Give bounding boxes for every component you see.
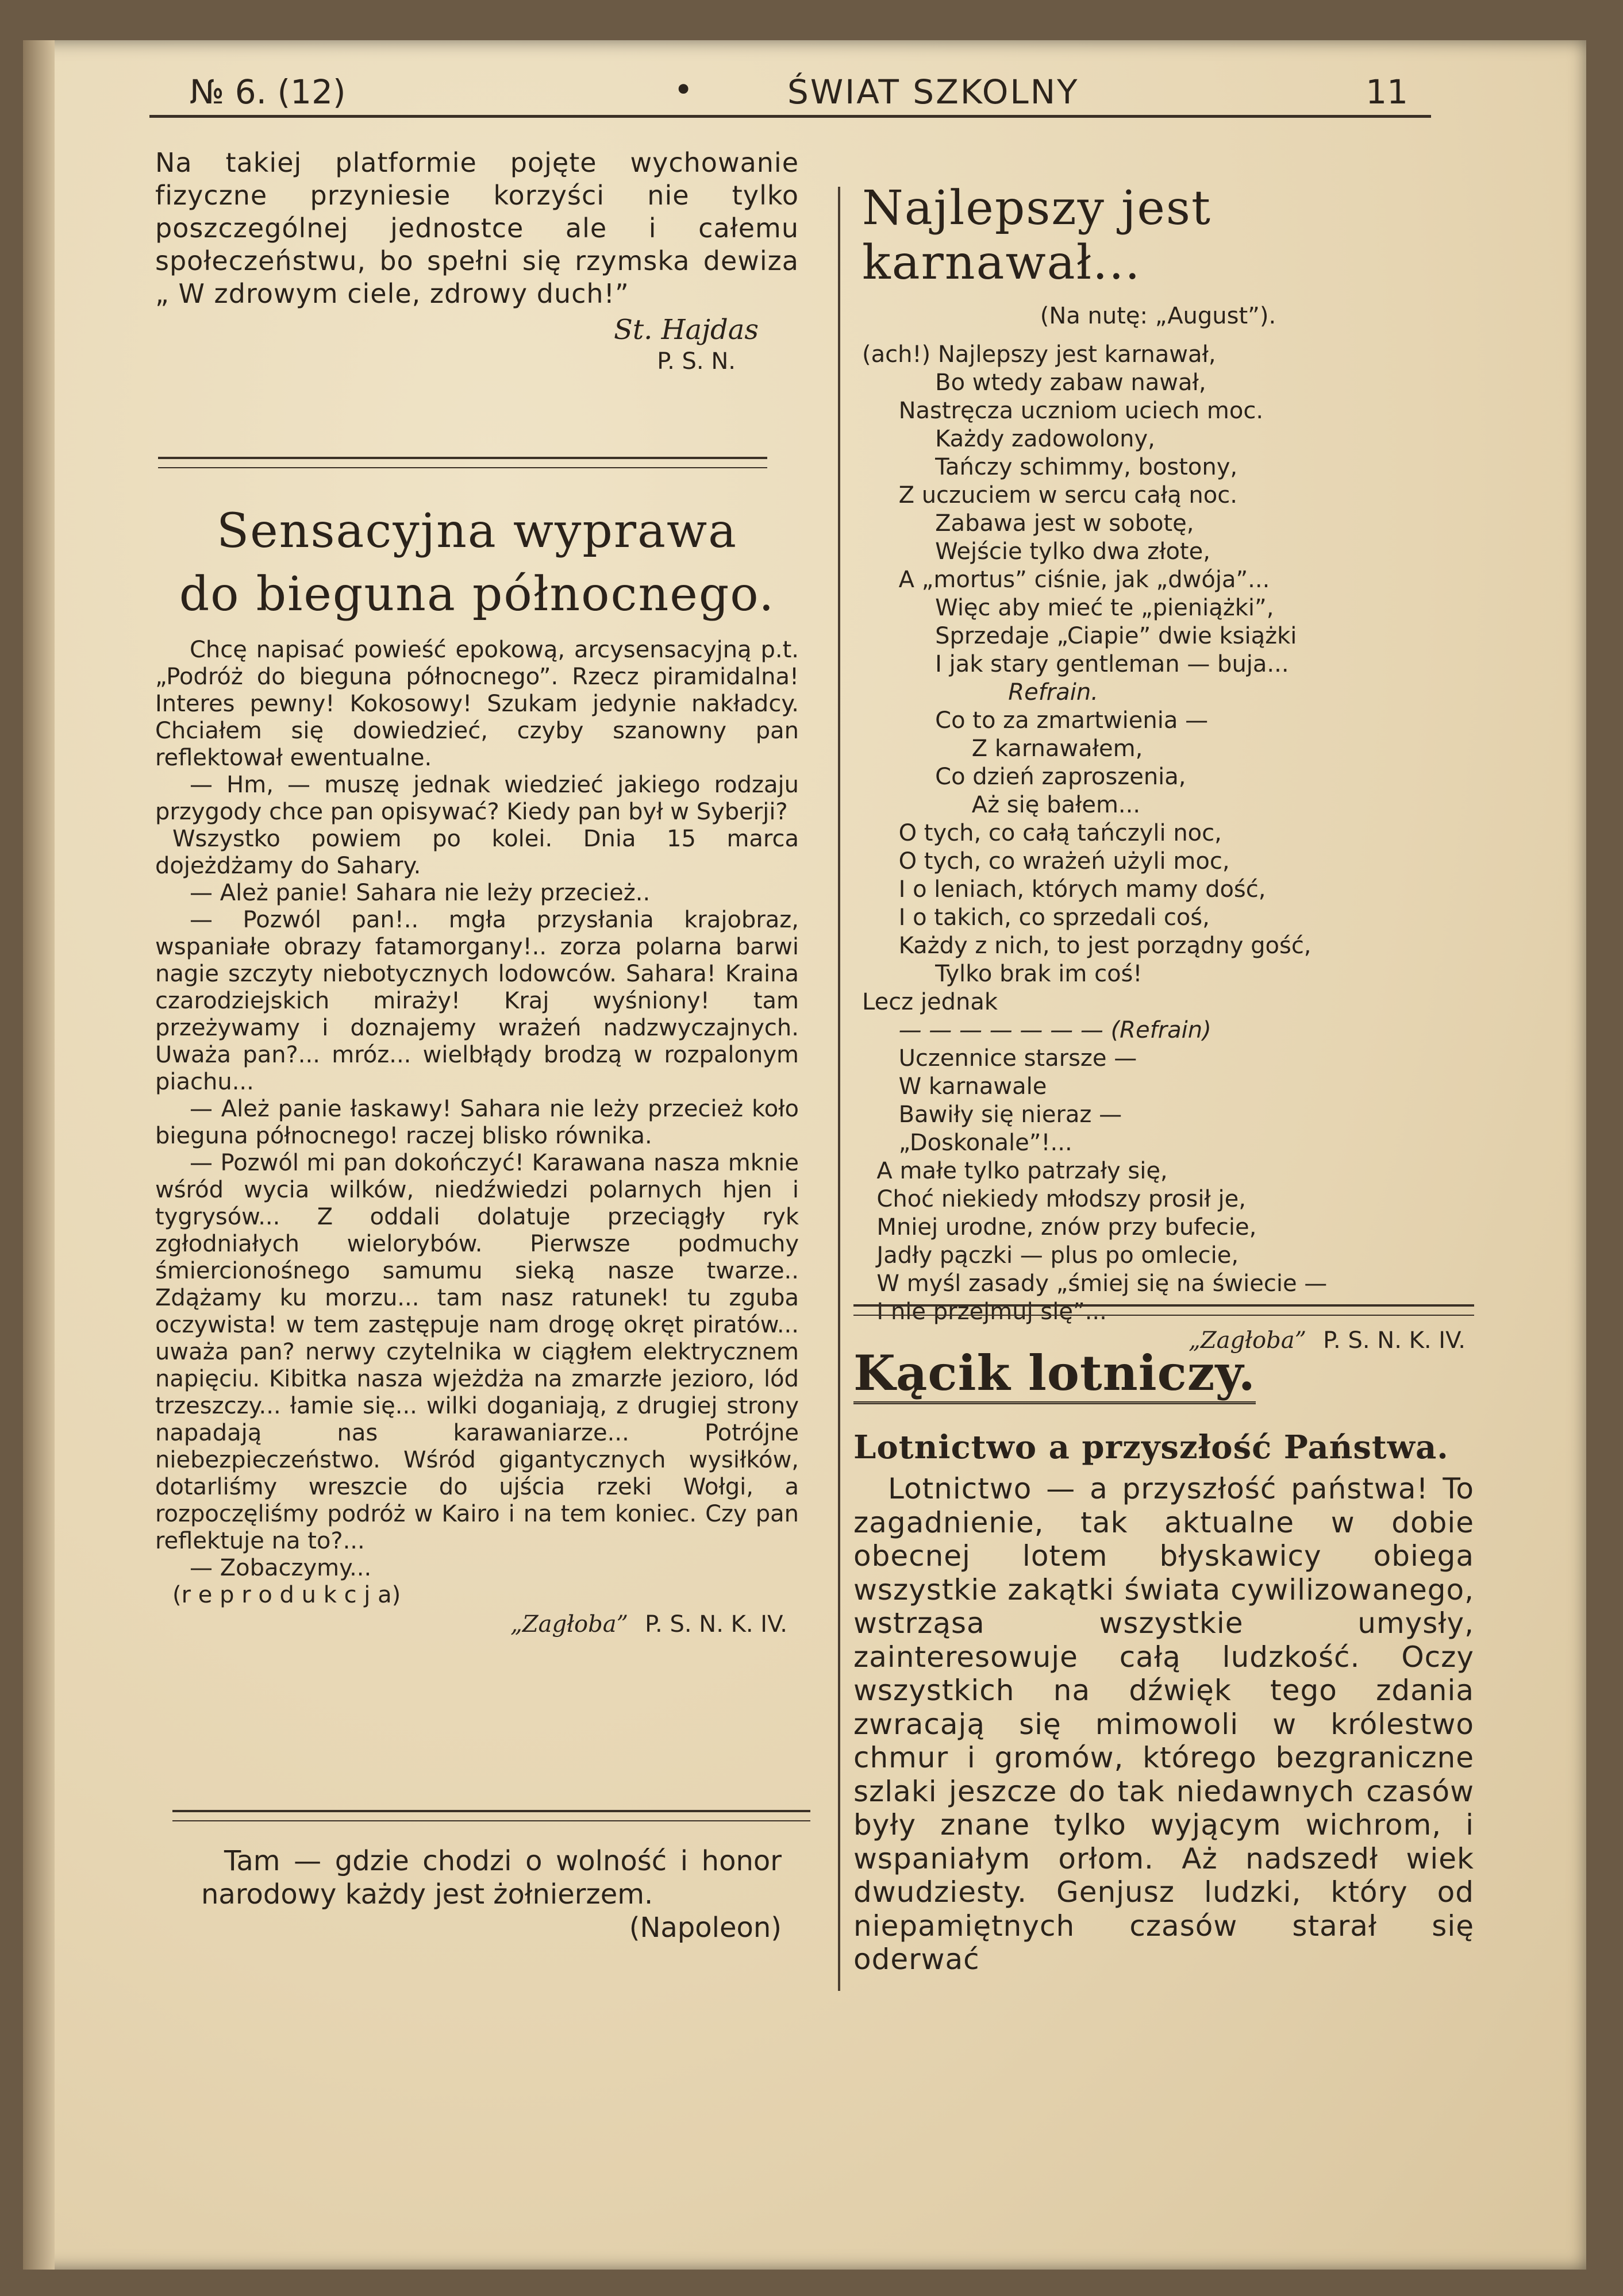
sensation-title-line1: Sensacyjna wyprawa (216, 504, 738, 558)
carnival-title: Najlepszy jest karnawał... (862, 181, 1212, 290)
poem-line: O tych, co całą tańczyli noc, (862, 820, 1222, 846)
section-divider (158, 457, 767, 468)
poem-line: O tych, co wrażeń użyli moc, (862, 848, 1230, 875)
header-separator: • (674, 70, 694, 109)
sensation-signature-line (155, 1611, 787, 1638)
poem-line: Z uczuciem w sercu całą noc. (862, 482, 1237, 508)
sensation-paragraph: (r e p r o d u k c j a) (172, 1582, 401, 1608)
poem-line: Sprzedaje „Ciapie” dwie książki (862, 623, 1297, 649)
poem-line: A „mortus” ciśnie, jak „dwója”... (862, 567, 1270, 593)
poem-line: Bawiły się nieraz — (862, 1101, 1122, 1128)
aviation-section (853, 1345, 1474, 1977)
aviation-article-body: Lotnictwo — a przyszłość państwa! To zagadnienie, tak aktualne w dobie obecnej lotem błyskawicy obiega wszystkie zakątki świata cywilizowanego, wstrząsa wszystkie umysły, zainteresowuje całą ludzkość. Oczy wszystkich na dźwięk tego zdania zwracają się mimowoli w królestwo chmur i gromów, którego bezgraniczne szlaki jeszcze do tak niedawnych czasów były znane tylko wyjącym wichrom, i wspaniałym orłom. Aż nadszedł wiek dwudziesty. Genjusz ludzki, który od niepamiętnych czasów starał się oderwać (853, 1472, 1474, 1976)
quote-text: Tam — gdzie chodzi o wolność i honor narodowy każdy jest żołnierzem. (201, 1845, 782, 1910)
sensation-paragraph: Chcę napisać powieść epokową, arcysensacyjną p.t. „Podróż do bieguna północnego”. Rzecz piramidalna! Interes pewny! Kokosowy! Szukam jedynie nakładcy. Chciałem się dowiedzieć, czyby szanowny pan reflektował ewentualne. (155, 637, 799, 771)
poem-line: I jak stary gentleman — buja... (862, 651, 1289, 677)
intro-paragraph: Na takiej platformie pojęte wychowanie fizyczne przyniesie korzyści nie tylko poszczególnej jednostce ale i całemu społeczeństwu, bo spełni się rzymska dewiza „ W zdrowym ciele, zdrowy duch!” (155, 147, 799, 309)
section-divider (853, 1304, 1474, 1316)
carnival-signature: „Zagłoba” (1189, 1327, 1307, 1354)
poem-line: Aż się bałem... (862, 792, 1141, 818)
page-number: 11 (1366, 72, 1408, 111)
carnival-signature-org: P. S. N. K. IV. (1323, 1327, 1466, 1354)
poem-line: W karnawale (862, 1073, 1047, 1100)
poem-lines (862, 341, 1489, 1326)
poem-line: Mniej urodne, znów przy bufecie, (862, 1214, 1257, 1241)
issue-number: № 6. (12) (190, 72, 346, 111)
poem-line: Każdy z nich, to jest porządny gość, (862, 933, 1312, 959)
quote-author: (Napoleon) (629, 1912, 782, 1944)
intro-signature: St. Hajdas (613, 314, 759, 346)
carnival-tune: (Na nutę: „August”). (1040, 303, 1276, 329)
poem-line: W myśl zasady „śmiej się na świecie — (862, 1270, 1328, 1297)
sensation-paragraph: — Ależ panie! Sahara nie leży przecież.. (190, 880, 651, 906)
sensation-paragraph: — Pozwól mi pan dokończyć! Karawana nasza mknie wśród wycia wilków, niedźwiedzi polarnych hjen i tygrysów... Z oddali dolatuje przeciągły ryk zgłodniałych wielorybów. Pierwsze podmuchy śmiercionośnego samumu sieką nasze twarze.. Zdążamy ku morzu... tam nasz ratunek! tu zguba oczywista! w tem zastępuje nam drogę okręt piratów... uważa pan? nerwy czytelnika w ciągłem elektrycznem napięciu. Kibitka nasza wjeżdża na zmarzłe jezioro, lód trzeszczy... łamie się... wilki doganiają, z drugiej strony napadają nas karawaniarze... Potrójne niebezpieczeństwo. Wśród gigantycznych wysiłków, dotarliśmy wreszcie do ujścia rzeki Wołgi, a rozpoczęliśmy podróż w Kairo i na tem koniec. Czy pan reflektuje na to?... (155, 1150, 799, 1554)
poem-line: Każdy zadowolony, (862, 426, 1155, 452)
masthead: ŚWIAT SZKOLNY (787, 72, 1079, 111)
sensation-paragraph: — Hm, — muszę jednak wiedzieć jakiego rodzaju przygody chce pan opisywać? Kiedy pan był w Syberji? (155, 772, 799, 825)
poem-line: Uczennice starsze — (862, 1045, 1137, 1072)
sensation-title-line2: do bieguna północnego. (179, 567, 775, 622)
poem-line: A małe tylko patrzały się, (862, 1158, 1168, 1184)
sensation-paragraph: — Pozwól pan!.. mgła przysłania krajobraz, wspaniałe obrazy fatamorgany!.. zorza polarna barwi nagie szczyty niebotycznych lodowców. Sahara! Kraina czarodziejskich miraży! Kraj wyśniony! tam przeżywamy i doznajemy wrażeń nadzwyczajnych. Uważa pan?... mróz... wielbłądy brodzą w rozpalonym piachu... (155, 907, 799, 1095)
sensation-signature: „Zagłoba” (510, 1611, 629, 1638)
poem-line: Choć niekiedy młodszy prosił je, (862, 1186, 1246, 1212)
poem-line: I o takich, co sprzedali coś, (862, 904, 1210, 931)
poem-line: Z karnawałem, (862, 735, 1143, 762)
intro-signature-org: P. S. N. (657, 348, 736, 375)
poem-line: Lecz jednak (862, 989, 998, 1015)
poem-line: Co dzień zaproszenia, (862, 764, 1186, 790)
poem-line: Więc aby mieć te „pieniążki”, (862, 595, 1274, 621)
poem-line: Co to za zmartwienia — (862, 707, 1209, 734)
poem-line: Bo wtedy zabaw nawał, (862, 369, 1206, 396)
poem-refrain: Refrain. (862, 679, 1098, 706)
aviation-article-title: Lotnictwo a przyszłość Państwa. (853, 1428, 1449, 1466)
poem-line: I nie przejmuj się”... (862, 1299, 1107, 1325)
poem-line: Tylko brak im coś! (862, 961, 1143, 987)
newspaper-page (23, 40, 1586, 2270)
carnival-poem (862, 181, 1489, 1354)
poem-line: „Doskonale”!... (862, 1130, 1072, 1156)
poem-line: (ach!) Najlepszy jest karnawał, (862, 341, 1216, 368)
section-divider (172, 1810, 810, 1821)
sensation-paragraph: — Ależ panie łaskawy! Sahara nie leży przecież koło bieguna północnego! raczej blisko równika. (155, 1096, 799, 1149)
poem-line: Zabawa jest w sobotę, (862, 510, 1194, 537)
running-header (149, 63, 1431, 118)
poem-line: Jadły pączki — plus po omlecie, (862, 1242, 1239, 1269)
poem-line: Tańczy schimmy, bostony, (862, 454, 1238, 480)
sensation-body (155, 637, 799, 1609)
binding-spine (23, 40, 55, 2270)
sensation-article (155, 500, 799, 1638)
napoleon-quote (201, 1844, 782, 1944)
sensation-paragraph: — Zobaczymy... (190, 1555, 372, 1581)
sensation-signature-org: P. S. N. K. IV. (645, 1611, 787, 1638)
poem-line: Nastręcza uczniom uciech moc. (862, 398, 1264, 424)
poem-line: Wejście tylko dwa złote, (862, 538, 1210, 565)
sensation-paragraph: Wszystko powiem po kolei. Dnia 15 marca dojeżdżamy do Sahary. (155, 826, 799, 879)
poem-refrain: — — — — — — — (Refrain) (862, 1017, 1212, 1043)
column-divider (838, 187, 840, 1991)
poem-line: I o leniach, których mamy dość, (862, 876, 1266, 903)
aviation-section-title: Kącik lotniczy. (853, 1345, 1256, 1404)
left-column (155, 147, 799, 375)
